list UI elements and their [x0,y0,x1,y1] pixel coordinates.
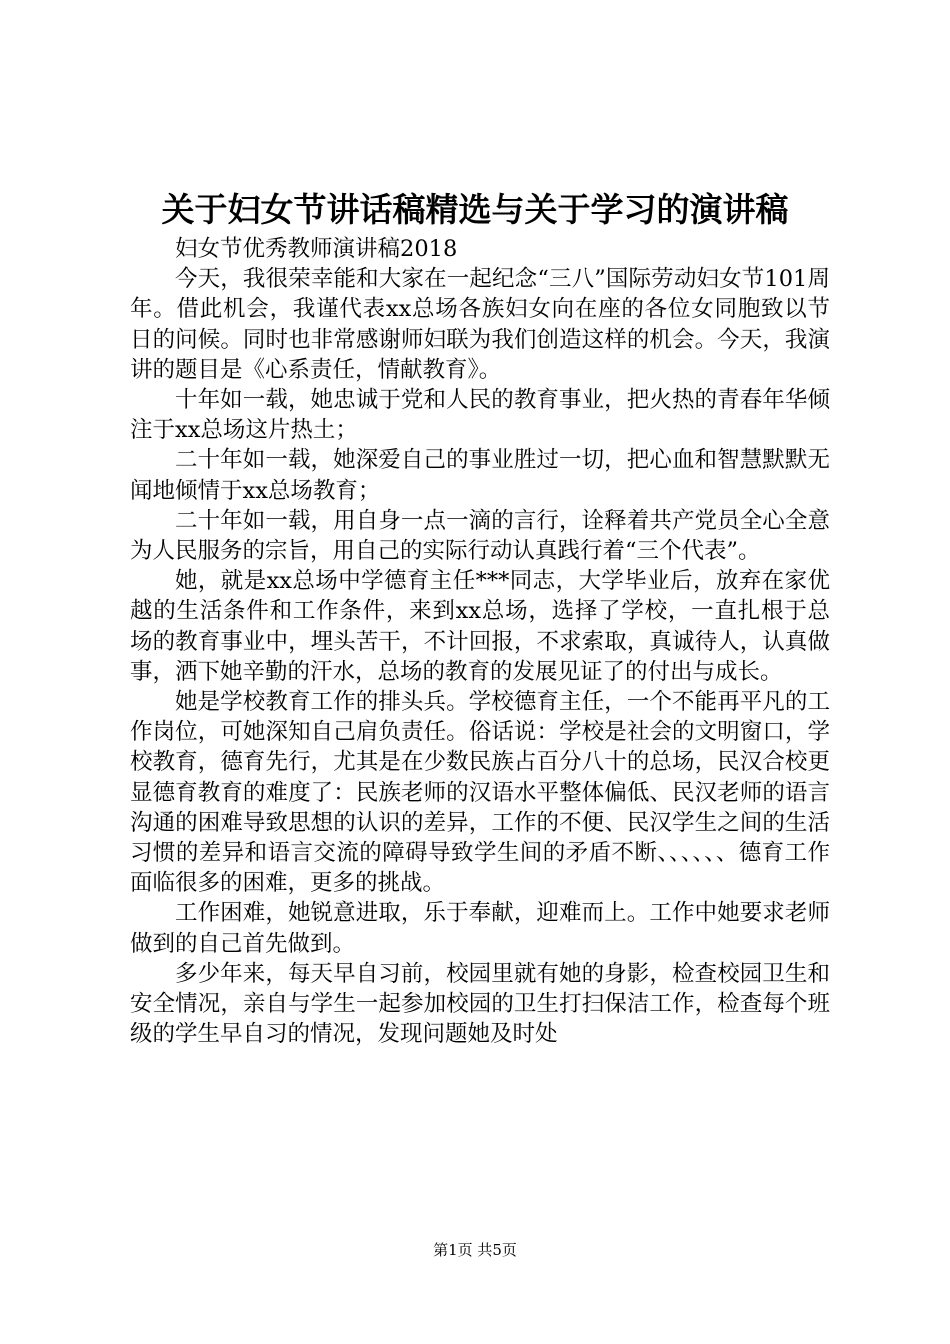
subtitle-paragraph: 妇女节优秀教师演讲稿2018 [175,236,458,262]
body-paragraph: 今天，我很荣幸能和大家在一起纪念“三八”国际劳动妇女节101周年。借此机会，我谨代表xx总场各族妇女向在座的各位女同胞致以节日的问候。同时也非常感谢师妇联为我们创造这样的机会。今天，我演讲的题目是《心系责任，情献教育》。 [130,266,830,383]
body-paragraph: 她是学校教育工作的排头兵。学校德育主任，一个不能再平凡的工作岗位，可她深知自己肩负责任。俗话说：学校是社会的文明窗口，学校教育，德育先行，尤其是在少数民族占百分八十的总场，民汉合校更显德育教育的难度了：民族老师的汉语水平整体偏低、民汉老师的语言沟通的困难导致思想的认识的差异，工作的不便、民汉学生之间的生活习惯的差异和语言交流的障碍导致学生间的矛盾不断、、、、、、德育工作面临很多的困难，更多的挑战。 [130,689,830,897]
body-paragraph: 二十年如一载，用自身一点一滴的言行，诠释着共产党员全心全意为人民服务的宗旨，用自己的实际行动认真践行着“三个代表”。 [130,507,830,565]
document-title: 关于妇女节讲话稿精选与关于学习的演讲稿 [161,190,789,229]
document-body [130,234,830,1049]
body-paragraph: 二十年如一载，她深爱自己的事业胜过一切，把心血和智慧默默无闻地倾情于xx总场教育； [130,447,830,504]
body-paragraph: 工作困难，她锐意进取，乐于奉献，迎难而上。工作中她要求老师做到的自己首先做到。 [130,900,830,957]
body-paragraph: 她，就是xx总场中学德育主任***同志，大学毕业后，放弃在家优越的生活条件和工作条件，来到xx总场，选择了学校，一直扎根于总场的教育事业中，埋头苦干，不计回报，不求索取，真诚待人，认真做事，洒下她辛勤的汗水，总场的教育的发展见证了的付出与成长。 [130,568,830,685]
body-paragraph: 多少年来，每天早自习前，校园里就有她的身影，检查校园卫生和安全情况，亲自与学生一起参加校园的卫生打扫保洁工作，检查每个班级的学生早自习的情况，发现问题她及时处 [130,960,830,1048]
page-number-footer: 第1页 共5页 [433,1241,517,1259]
body-paragraph: 十年如一载，她忠诚于党和人民的教育事业，把火热的青春年华倾注于xx总场这片热土； [130,387,830,444]
